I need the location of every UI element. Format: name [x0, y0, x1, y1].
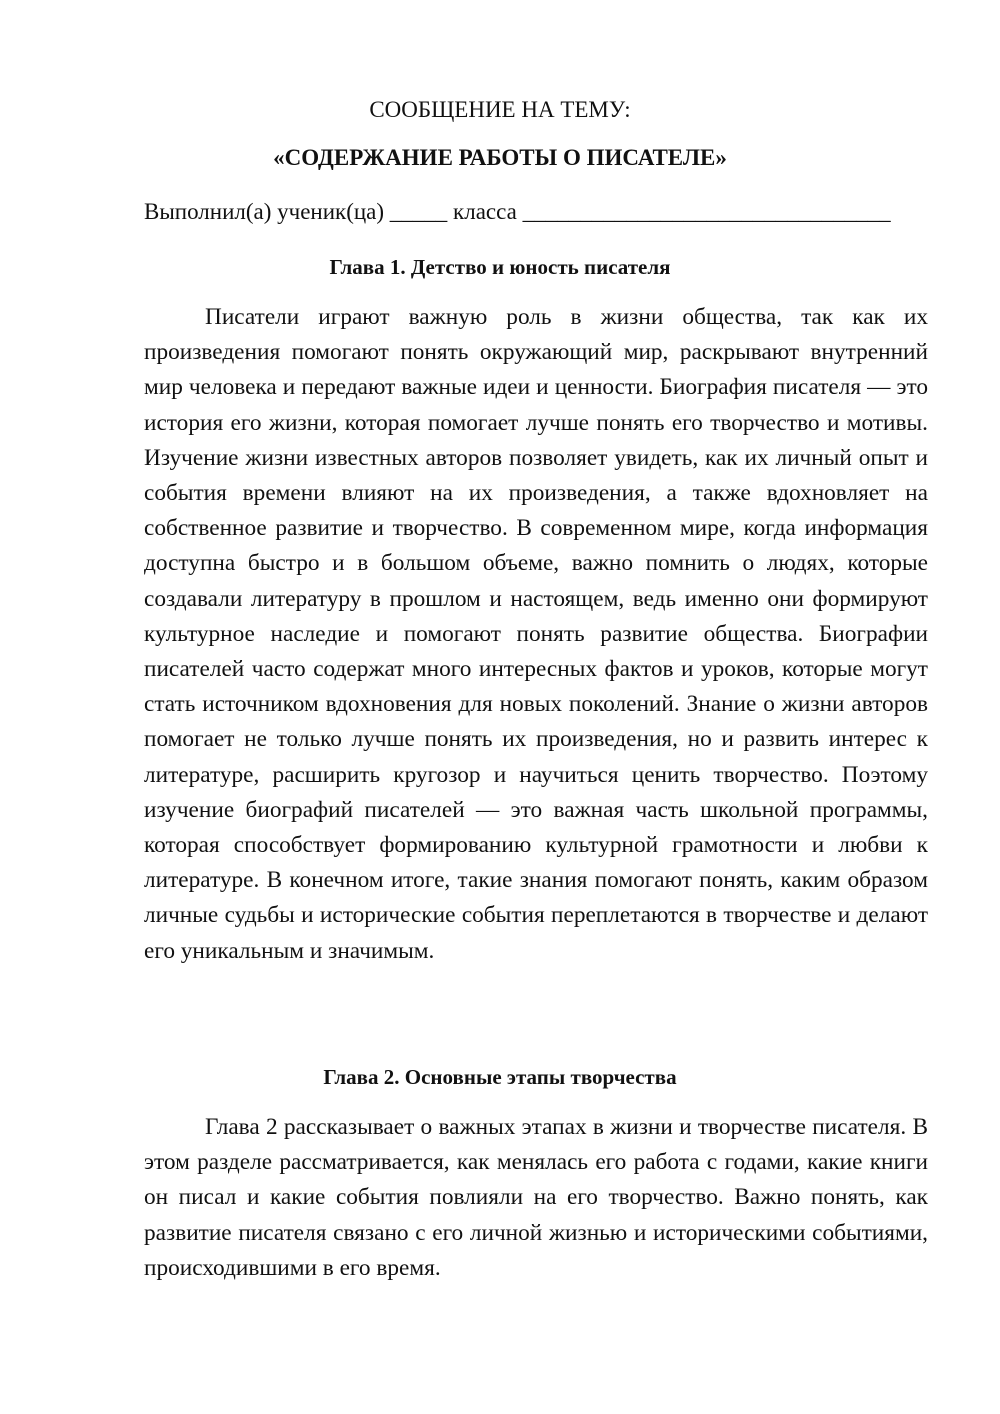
chapter-1-paragraph: Писатели играют важную роль в жизни общества, так как их произведения помогают понять окружающий мир, раскрывают внутренний мир человека и передают важные идеи и ценности. Биография писателя — это история его жизни, которая помогает лучше понять его творчество и мотивы. Изучение жизни известных авторов позволяет увидеть, как их личный опыт и события времени влияют на их произведения, а также вдохновляет на собственное развитие и творчество. В современном мире, когда информация доступна быстро и в большом объеме, важно помнить о людях, которые создавали литературу в прошлом и настоящем, ведь именно они формируют культурное наследие и помогают понять развитие общества. Биографии писателей часто содержат много интересных фактов и уроков, которые могут стать источником вдохновения для новых поколений. Знание о жизни авторов помогает не только лучше понять их произведения, но и развить интерес к литературе, расширить кругозор и научиться ценить творчество. Поэтому изучение биографий писателей — это важная часть школьной программы, которая способствует формированию культурной грамотности и любви к литературе. В конечном итоге, такие знания помогают понять, каким образом личные судьбы и исторические события переплетаются в творчестве и делают его уникальным и значимым. [144, 304, 928, 964]
document-title-line-2: «СОДЕРЖАНИЕ РАБОТЫ О ПИСАТЕЛЕ» [273, 145, 727, 170]
document-title-line-1: СООБЩЕНИЕ НА ТЕМУ: [369, 97, 631, 122]
chapter-1-heading: Глава 1. Детство и юность писателя [329, 255, 671, 279]
chapter-2-heading: Глава 2. Основные этапы творчества [323, 1065, 677, 1089]
author-line: Выполнил(а) ученик(ца) _____ класса ________________________________ [144, 199, 891, 224]
chapter-2-paragraph: Глава 2 рассказывает о важных этапах в жизни и творчестве писателя. В этом разделе рассматривается, как менялась его работа с годами, какие книги он писал и какие события повлияли на его творчество. Важно понять, как развитие писателя связано с его личной жизнью и историческими событиями, происходившими в его время. [144, 1114, 928, 1281]
